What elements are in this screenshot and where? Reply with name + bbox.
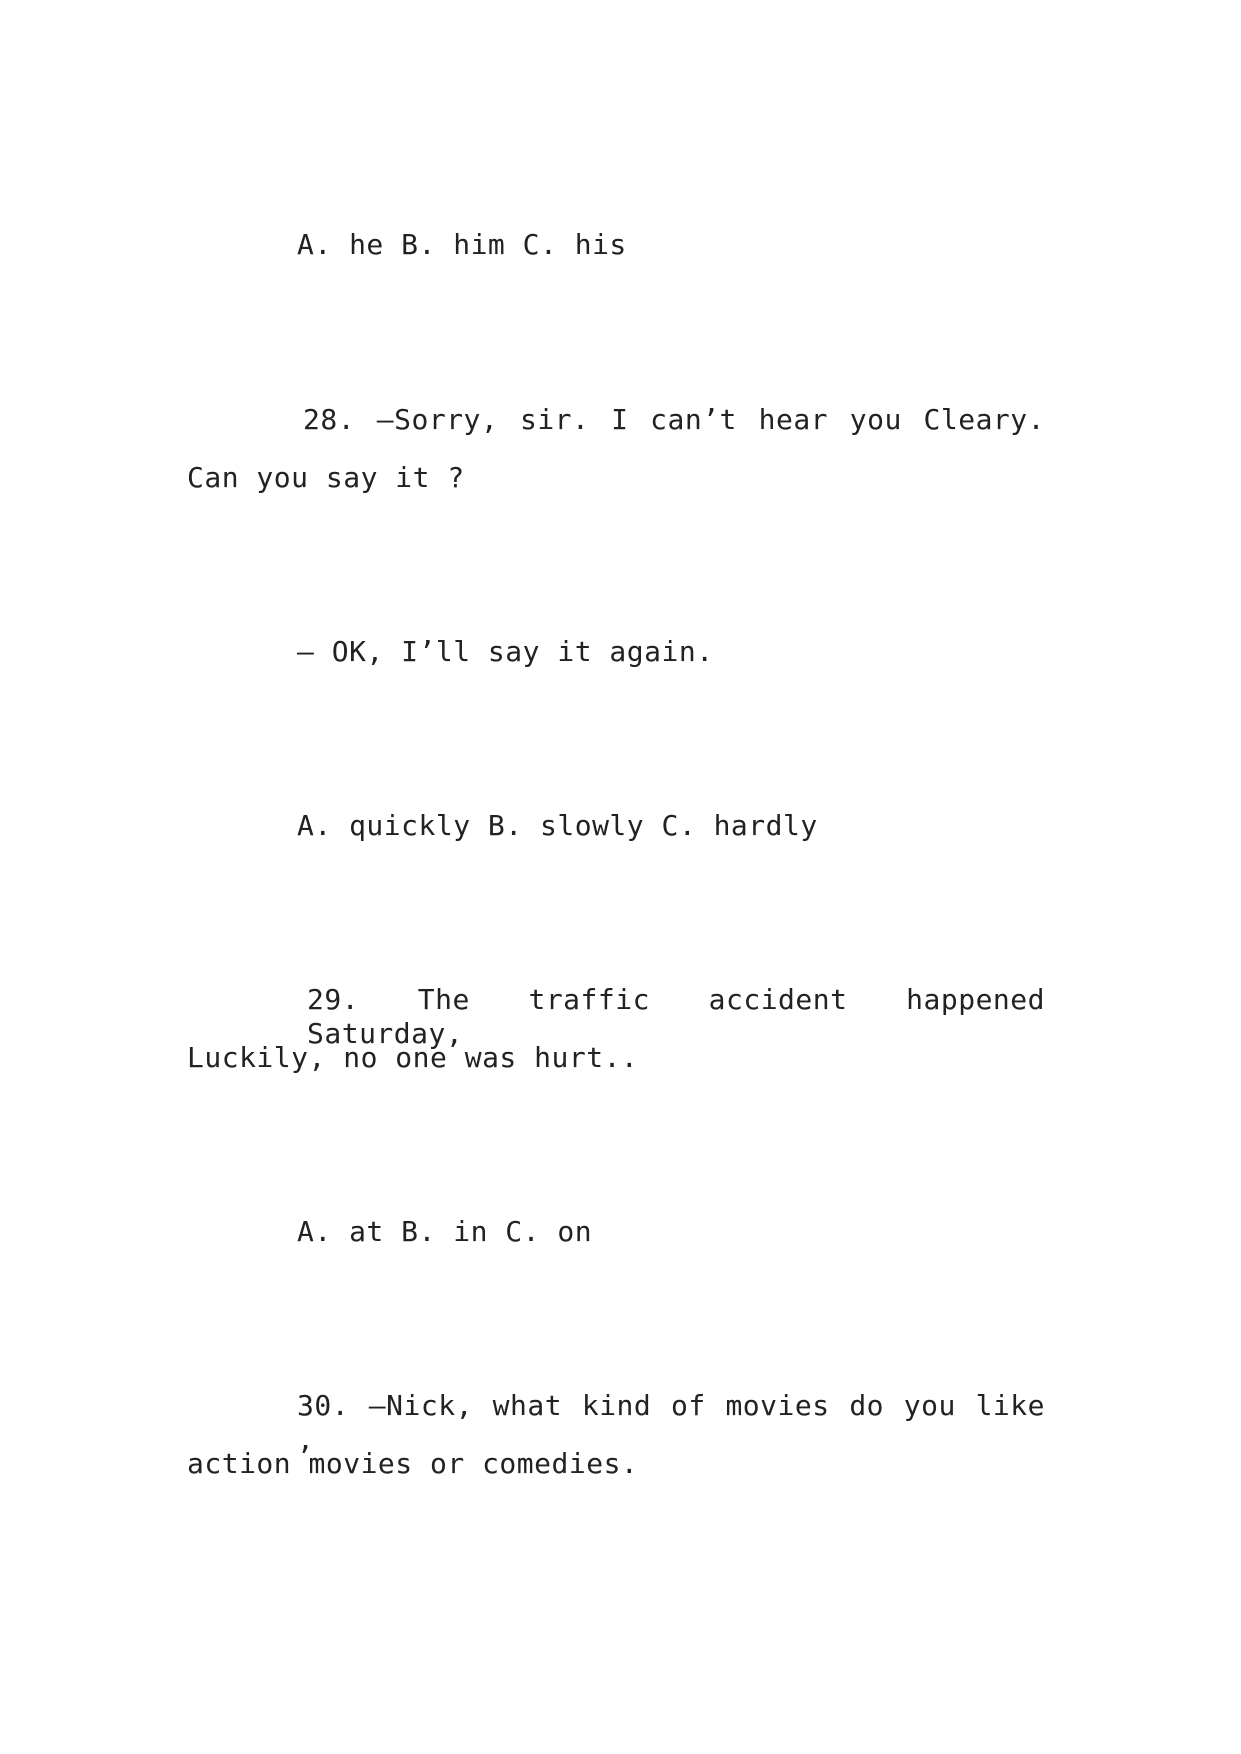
q28-options: A. quickly B. slowly C. hardly [297, 809, 818, 842]
q29-question-line-1: 29. The traffic accident happened Saturday, [307, 983, 1045, 1050]
q29-options: A. at B. in C. on [297, 1215, 593, 1248]
q28-reply: — OK, I’ll say it again. [297, 635, 714, 668]
q30-question-line-2: action movies or comedies. [187, 1447, 639, 1480]
q28-question-line-1: 28. —Sorry, sir. I can’t hear you Cleary. [303, 403, 1045, 436]
q27-options: A. he B. him C. his [297, 228, 627, 261]
q30-question-line-1: 30. —Nick, what kind of movies do you like , [297, 1389, 1045, 1456]
q28-question-line-2: Can you say it ? [187, 461, 465, 494]
q29-question-line-2: Luckily, no one was hurt.. [187, 1041, 639, 1074]
